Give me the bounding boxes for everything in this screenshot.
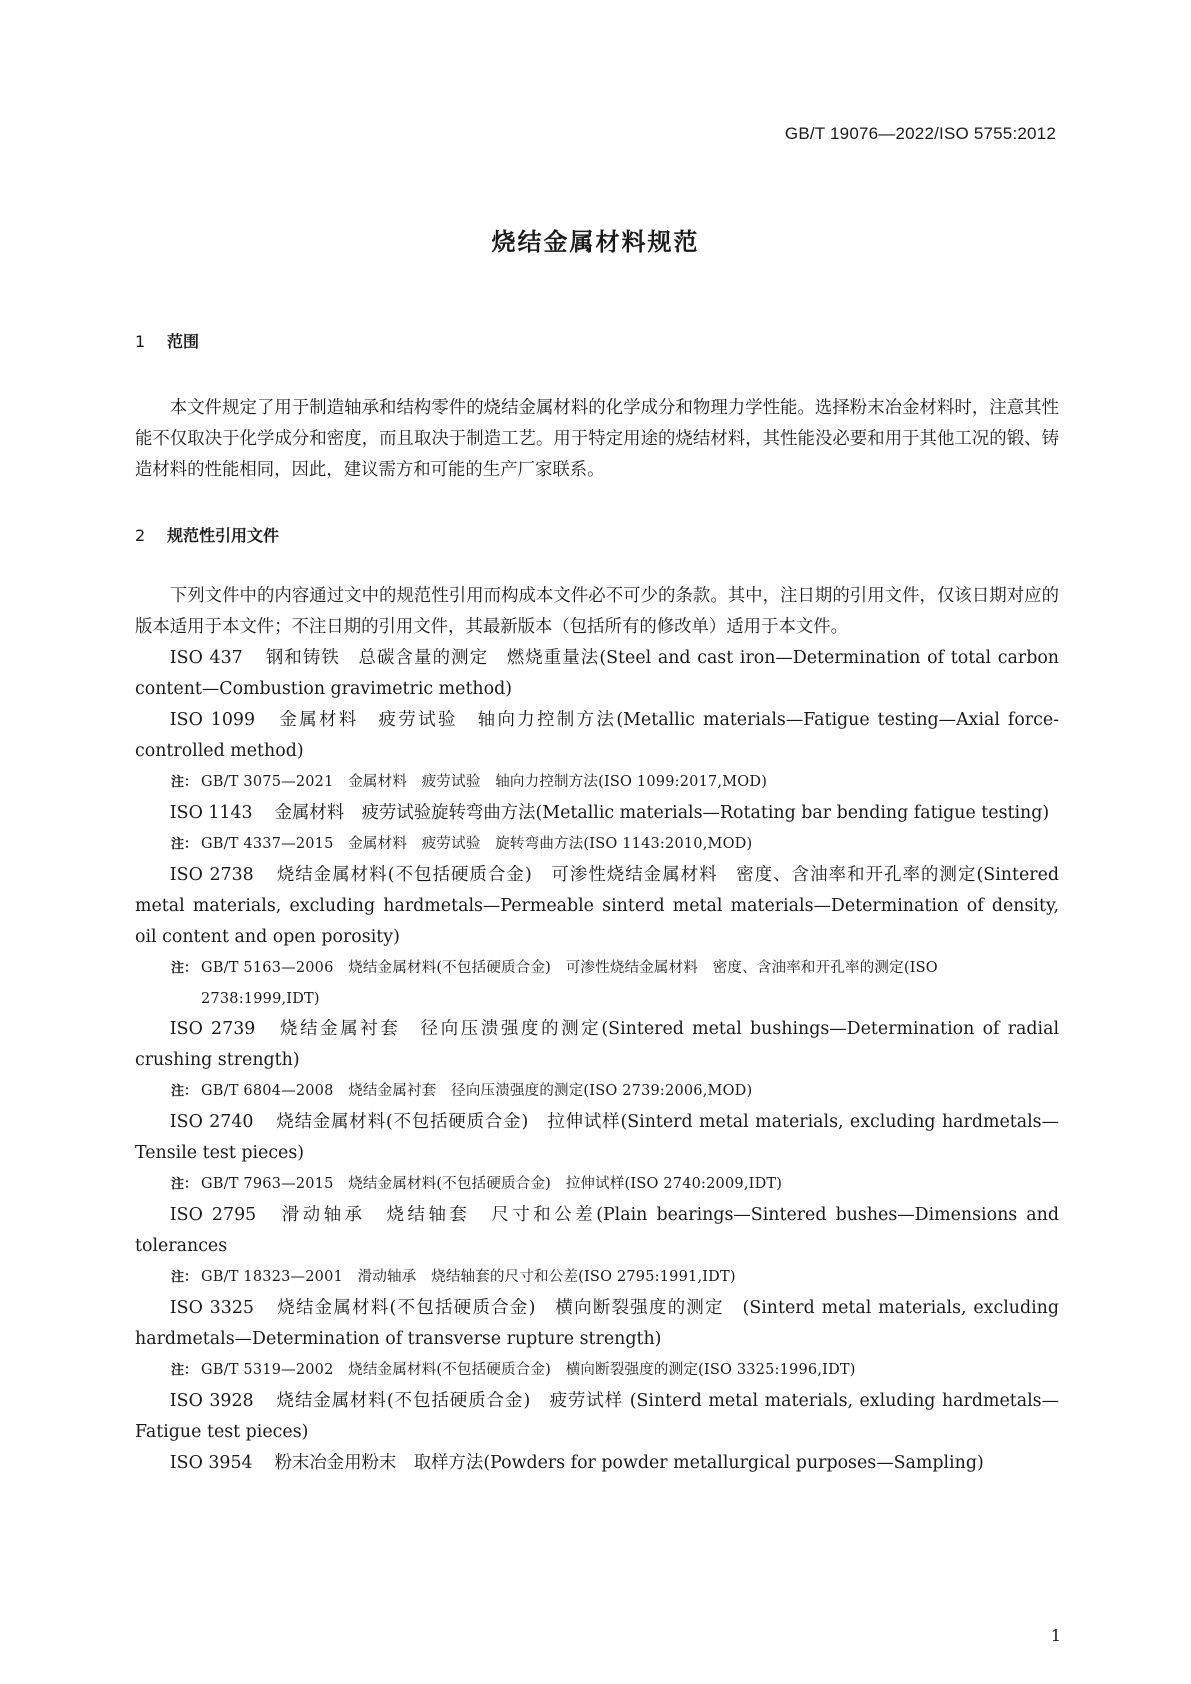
note-label: 注： bbox=[171, 1084, 198, 1099]
section-2-heading bbox=[135, 520, 1059, 551]
note-label: 注： bbox=[171, 961, 198, 976]
note-label: 注： bbox=[171, 775, 198, 790]
reference-note bbox=[135, 767, 1059, 798]
reference-note bbox=[135, 1262, 1059, 1293]
note-text: GB/T 3075—2021 金属材料 疲劳试验 轴向力控制方法(ISO 1099:2017,MOD) bbox=[201, 774, 768, 790]
references-intro: 下列文件中的内容通过文中的规范性引用而构成本文件必不可少的条款。其中，注日期的引用文件，仅该日期对应的版本适用于本文件；不注日期的引用文件，其最新版本（包括所有的修改单）适用于本文件。 bbox=[135, 586, 1059, 637]
reference-title: 烧结金属材料(不包括硬质合金) 可渗性烧结金属材料 密度、含油率和开孔率的测定(Sintered metal materials, excluding hardmetals—Permeable sinterd metal materials—Determination of density, oil content and open porosity) bbox=[135, 865, 1059, 947]
standard-number: GB/T 19076—2022/ISO 5755:2012 bbox=[784, 124, 1056, 143]
note-text: GB/T 4337—2015 金属材料 疲劳试验 旋转弯曲方法(ISO 1143:2010,MOD) bbox=[201, 836, 753, 852]
page-number: 1 bbox=[1050, 1626, 1061, 1645]
reference-item bbox=[135, 643, 1059, 705]
reference-code: ISO 437 bbox=[169, 648, 243, 668]
reference-item bbox=[135, 1448, 1059, 1479]
note-text: GB/T 6804—2008 烧结金属衬套 径向压溃强度的测定(ISO 2739:2006,MOD) bbox=[201, 1083, 753, 1099]
reference-note bbox=[135, 953, 1059, 1014]
reference-title: 烧结金属材料(不包括硬质合金) 拉伸试样(Sinterd metal materials, excluding hardmetals—Tensile test pieces) bbox=[135, 1112, 1059, 1163]
document-title: 烧结金属材料规范 bbox=[491, 228, 700, 256]
scope-paragraph: 本文件规定了用于制造轴承和结构零件的烧结金属材料的化学成分和物理力学性能。选择粉末冶金材料时，注意其性能不仅取决于化学成分和密度，而且取决于制造工艺。用于特定用途的烧结材料，其性能没必要和用于其他工况的锻、铸造材料的性能相同，因此，建议需方和可能的生产厂家联系。 bbox=[135, 398, 1059, 480]
reference-code: ISO 3928 bbox=[169, 1391, 254, 1411]
reference-item bbox=[135, 1014, 1059, 1076]
reference-code: ISO 3954 bbox=[169, 1453, 253, 1473]
document-body bbox=[135, 326, 1059, 1479]
reference-title: 烧结金属材料(不包括硬质合金) 横向断裂强度的测定 (Sinterd metal materials, excluding hardmetals—Determination of transverse rupture strength) bbox=[135, 1298, 1059, 1349]
reference-code: ISO 1099 bbox=[169, 710, 256, 730]
note-label: 注： bbox=[171, 1363, 198, 1378]
reference-note bbox=[135, 829, 1059, 860]
reference-note bbox=[135, 1169, 1059, 1200]
note-label: 注： bbox=[171, 1270, 198, 1285]
reference-item bbox=[135, 1107, 1059, 1169]
reference-note bbox=[135, 1355, 1059, 1386]
reference-title: 金属材料 疲劳试验 轴向力控制方法(Metallic materials—Fatigue testing—Axial force-controlled method) bbox=[135, 710, 1060, 761]
reference-code: ISO 2738 bbox=[169, 865, 254, 885]
reference-list bbox=[135, 643, 1059, 1479]
note-label: 注： bbox=[171, 1177, 198, 1192]
reference-item bbox=[135, 860, 1059, 953]
reference-code: ISO 2740 bbox=[169, 1112, 254, 1132]
reference-title: 烧结金属衬套 径向压溃强度的测定(Sintered metal bushings—Determination of radial crushing strength) bbox=[135, 1019, 1060, 1070]
reference-code: ISO 3325 bbox=[169, 1298, 254, 1318]
note-label: 注： bbox=[171, 837, 198, 852]
reference-title: 金属材料 疲劳试验旋转弯曲方法(Metallic materials—Rotating bar bending fatigue testing) bbox=[274, 803, 1050, 823]
reference-title: 钢和铸铁 总碳含量的测定 燃烧重量法(Steel and cast iron—Determination of total carbon content—Combustion gravimetric method) bbox=[135, 648, 1059, 699]
reference-code: ISO 2795 bbox=[169, 1205, 257, 1225]
reference-title: 烧结金属材料(不包括硬质合金) 疲劳试样 (Sinterd metal materials, exluding hardmetals—Fatigue test pieces) bbox=[135, 1391, 1059, 1442]
note-text: GB/T 7963—2015 烧结金属材料(不包括硬质合金) 拉伸试样(ISO 2740:2009,IDT) bbox=[201, 1176, 783, 1192]
reference-item bbox=[135, 1200, 1059, 1262]
note-text: GB/T 5163—2006 烧结金属材料(不包括硬质合金) 可渗性烧结金属材料 密度、含油率和开孔率的测定(ISO 2738:1999,IDT) bbox=[201, 960, 938, 1007]
section-number: 2 bbox=[135, 526, 146, 545]
section-number: 1 bbox=[135, 332, 146, 351]
section-1-heading bbox=[135, 326, 1059, 357]
reference-title: 滑动轴承 烧结轴套 尺寸和公差(Plain bearings—Sintered bushes—Dimensions and tolerances bbox=[135, 1205, 1060, 1256]
section-title: 规范性引用文件 bbox=[167, 526, 280, 545]
note-text: GB/T 5319—2002 烧结金属材料(不包括硬质合金) 横向断裂强度的测定(ISO 3325:1996,IDT) bbox=[201, 1362, 856, 1378]
reference-title: 粉末冶金用粉末 取样方法(Powders for powder metallurgical purposes—Sampling) bbox=[274, 1453, 984, 1473]
reference-item bbox=[135, 798, 1059, 829]
reference-note bbox=[135, 1076, 1059, 1107]
reference-code: ISO 1143 bbox=[169, 803, 253, 823]
reference-item bbox=[135, 1293, 1059, 1355]
section-title: 范围 bbox=[167, 332, 200, 351]
reference-item bbox=[135, 705, 1059, 767]
reference-item bbox=[135, 1386, 1059, 1448]
note-text: GB/T 18323—2001 滑动轴承 烧结轴套的尺寸和公差(ISO 2795:1991,IDT) bbox=[201, 1269, 736, 1285]
reference-code: ISO 2739 bbox=[169, 1019, 256, 1039]
